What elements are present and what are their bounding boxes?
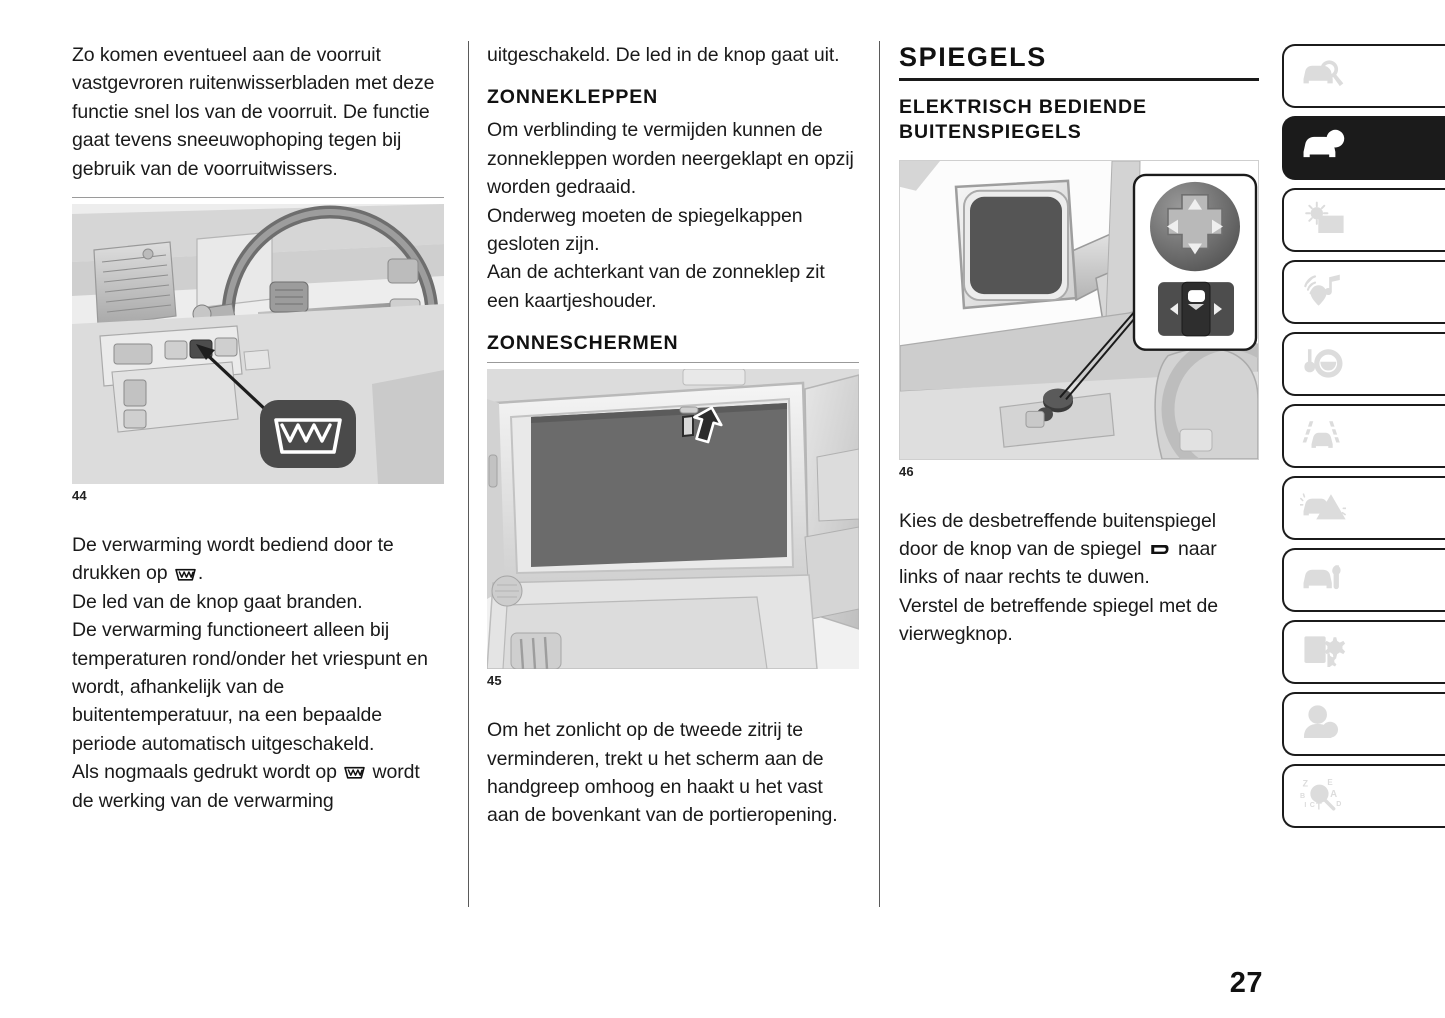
section-tab-strip — [1282, 44, 1445, 836]
figure-45 — [487, 362, 859, 688]
svg-text:D: D — [1336, 801, 1342, 809]
middle-para-4: Om het zonlicht op de tweede zitrij te verminderen, trekt u het scherm aan de handgreep omhoog en haakt u het vast aan de bovenkant van de portieropening. — [487, 719, 838, 827]
left-body-2: De led van de knop gaat branden. — [72, 590, 363, 613]
right-para-1-after: naar links of naar rechts te duwen. — [899, 537, 1217, 589]
svg-text:i: i — [1333, 131, 1338, 147]
figure-top-rule — [72, 197, 444, 198]
defroster-icon — [174, 561, 197, 576]
title-rule — [899, 78, 1259, 81]
column-right — [899, 41, 1259, 649]
subsection-title: ELEKTRISCH BEDIENDE BUITENSPIEGELS — [899, 95, 1147, 143]
car-search-icon — [1300, 56, 1346, 96]
heading-zonneschermen: ZONNESCHERMEN — [487, 332, 679, 355]
spacer — [899, 479, 1259, 507]
sidebar-item-specifications[interactable] — [1282, 620, 1445, 684]
right-para-2: Verstel de betreffende spiegel met de vierwegknop. — [899, 594, 1218, 646]
figure-top-rule — [487, 362, 859, 363]
sun-envelope-icon — [1300, 200, 1346, 240]
emergency-warning-icon — [1300, 488, 1346, 528]
figure-46 — [899, 160, 1259, 479]
figure-44 — [72, 197, 444, 503]
figure-46-image — [899, 160, 1259, 460]
sidebar-item-car-maintenance[interactable] — [1282, 548, 1445, 612]
svg-text:E: E — [1327, 777, 1333, 787]
left-body-1 — [72, 531, 444, 588]
left-body-4-after: wordt de werking van de verwarming — [72, 761, 420, 812]
sidebar-item-sun-envelope[interactable] — [1282, 188, 1445, 252]
svg-text:C: C — [1309, 801, 1315, 809]
page-title: SPIEGELS — [899, 42, 1047, 72]
svg-text:B: B — [1300, 793, 1306, 801]
steering-wheel-icon — [1300, 344, 1346, 384]
figure-46-caption: 46 — [899, 463, 914, 479]
figure-45-image — [487, 369, 859, 669]
left-body-1-text: De verwarming wordt bediend door te drukken op — [72, 534, 394, 585]
mirror-switch-icon — [1149, 537, 1170, 552]
spacer — [72, 183, 444, 197]
sidebar-item-steering-wheel[interactable] — [1282, 332, 1445, 396]
svg-text:Z: Z — [1302, 778, 1309, 789]
defroster-icon — [343, 760, 366, 775]
spacer — [72, 503, 444, 531]
middle-para-1: Om verblinding te vermijden kunnen de zonnekleppen worden neergeklapt en opzij worden gedraaid. — [487, 119, 854, 199]
middle-para-2: Onderweg moeten de spiegelkappen gesloten zijn. — [487, 204, 803, 256]
sidebar-item-car-info[interactable] — [1282, 116, 1445, 180]
alphabetical-index-icon — [1300, 776, 1346, 816]
customer-info-icon — [1300, 704, 1346, 744]
spacer — [487, 688, 859, 716]
middle-continuation: uitgeschakeld. De led in de knop gaat uit. — [487, 44, 840, 66]
radio-media-icon — [1300, 272, 1346, 312]
svg-text:I: I — [1304, 801, 1307, 809]
left-body-4 — [72, 758, 444, 815]
heading-zonnekleppen: ZONNEKLEPPEN — [487, 86, 659, 109]
sidebar-item-alphabetical-index[interactable] — [1282, 764, 1445, 828]
spacer — [899, 146, 1259, 160]
left-body-3: De verwarming functioneert alleen bij temperaturen rond/onder het vriespunt en wordt, afhankelijk van de buitentemperatuur, na een bepaalde periode automatisch uitgeschakeld. — [72, 619, 428, 755]
lane-assist-icon — [1300, 416, 1346, 456]
sidebar-item-lane-assist[interactable] — [1282, 404, 1445, 468]
specifications-icon — [1300, 632, 1346, 672]
left-body-1-after: . — [197, 562, 204, 585]
sidebar-item-customer-info[interactable] — [1282, 692, 1445, 756]
sidebar-item-emergency-warning[interactable] — [1282, 476, 1445, 540]
svg-text:T: T — [1315, 801, 1322, 812]
sidebar-item-car-search[interactable] — [1282, 44, 1445, 108]
right-para-1 — [899, 507, 1259, 592]
column-middle — [487, 41, 859, 830]
car-maintenance-icon — [1300, 560, 1346, 600]
figure-45-caption: 45 — [487, 673, 502, 689]
middle-para-3: Aan de achterkant van de zonneklep zit een kaartjeshouder. — [487, 261, 825, 312]
svg-text:i: i — [1328, 723, 1332, 738]
car-info-icon — [1300, 128, 1346, 168]
column-divider-1 — [468, 41, 469, 907]
sidebar-item-radio-media[interactable] — [1282, 260, 1445, 324]
right-para-1-before: Kies de desbetreffende buitenspiegel door de knop van de spiegel — [899, 509, 1216, 560]
figure-44-image — [72, 204, 444, 484]
column-divider-2 — [879, 41, 880, 907]
page-number: 27 — [1229, 967, 1263, 999]
left-intro-paragraph: Zo komen eventueel aan de voorruit vastgevroren ruitenwisserbladen met deze functie snel los van de voorruit. De functie gaat tevens sneeuwophoping tegen bij gebruik van de voorruitwissers. — [72, 44, 435, 180]
column-left — [72, 41, 444, 815]
figure-44-caption: 44 — [72, 488, 87, 504]
left-body-4-text: Als nogmaals gedrukt wordt op — [72, 761, 343, 784]
svg-text:A: A — [1330, 789, 1338, 801]
